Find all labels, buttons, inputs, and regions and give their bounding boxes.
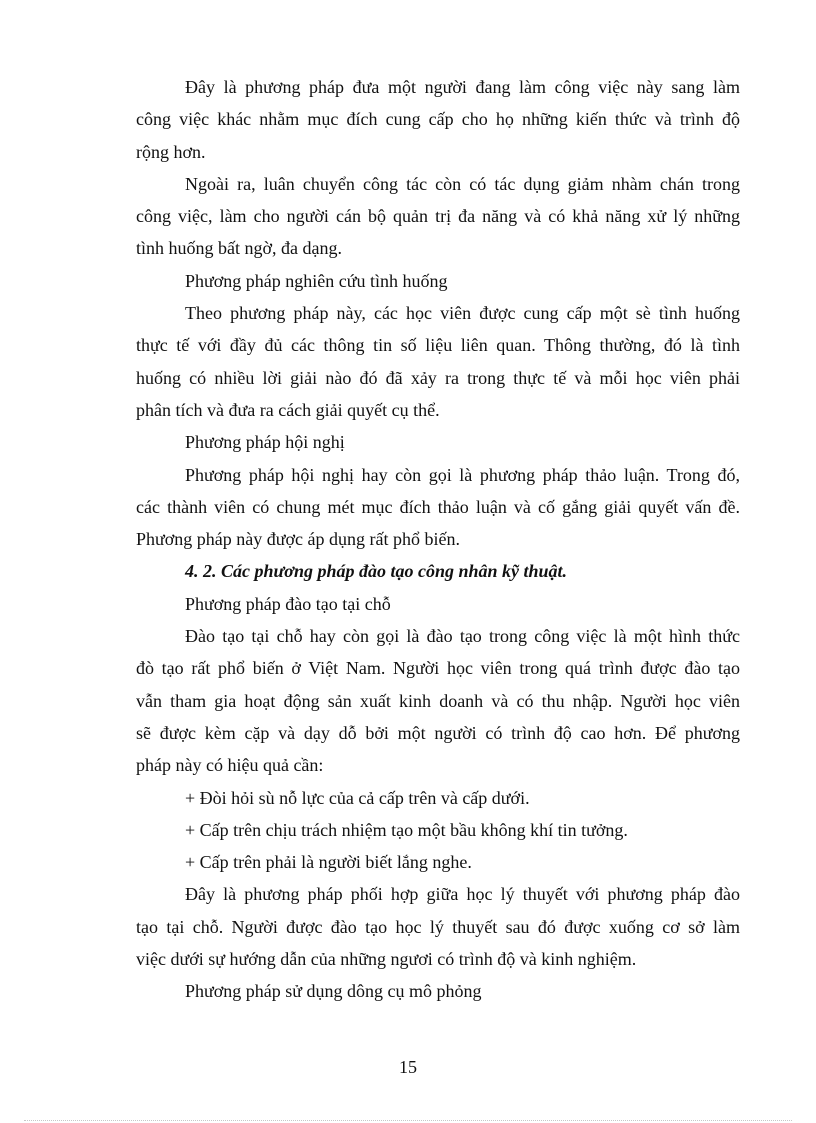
text-line: Phương pháp hội nghị hay còn gọi là phương pháp thảo luận. Trong đó, xyxy=(185,464,740,485)
subheading-conference: Phương pháp hội nghị xyxy=(185,432,345,453)
section-heading: 4. 2. Các phương pháp đào tạo công nhân kỹ thuật. xyxy=(185,561,568,582)
page-number: 15 xyxy=(399,1057,417,1077)
text-line: thực tế với đầy đủ các thông tin số liệu liên quan. Thông thường, đó là tình xyxy=(136,335,740,356)
subheading-simulation: Phương pháp sử dụng dông cụ mô phỏng xyxy=(185,981,482,1002)
text-line: huống có nhiều lời giải nào đó đã xảy ra trong thực tế và mỗi học viên phải xyxy=(136,367,740,388)
text-line: Đào tạo tại chỗ hay còn gọi là đào tạo trong công việc là một hình thức xyxy=(185,626,740,647)
text-line: tình huống bất ngờ, đa dạng. xyxy=(136,238,342,259)
page-bottom-divider xyxy=(24,1120,792,1121)
text-line: tạo tại chỗ. Người được đào tạo học lý thuyết sau đó được xuống cơ sở làm xyxy=(136,916,740,937)
text-line: pháp này có hiệu quả cần: xyxy=(136,755,324,776)
text-line: vẫn tham gia hoạt động sản xuất kinh doanh và có thu nhập. Người học viên xyxy=(136,690,740,711)
text-line: Phương pháp này được áp dụng rất phổ biến. xyxy=(136,529,460,550)
subheading-case-study: Phương pháp nghiên cứu tình huống xyxy=(185,270,448,291)
text-line: Đây là phương pháp đưa một người đang làm công việc này sang làm xyxy=(185,77,740,97)
text-line: các thành viên có chung mét mục đích thảo luận và cố gắng giải quyết vấn đề. xyxy=(136,496,740,517)
text-line: đò tạo rất phổ biến ở Việt Nam. Người học viên trong quá trình được đào tạo xyxy=(136,658,740,679)
text-line: sẽ được kèm cặp và dạy dỗ bởi một người có trình độ cao hơn. Để phương xyxy=(136,722,740,743)
text-line: rộng hơn. xyxy=(136,141,206,162)
text-line: việc dưới sự hướng dẫn của những ngươi có trình độ và kinh nghiệm. xyxy=(136,949,637,970)
text-line: công việc, làm cho người cán bộ quản trị đa năng và có khả năng xử lý những xyxy=(136,206,740,227)
text-line: công việc khác nhằm mục đích cung cấp cho họ những kiến thức và trình độ xyxy=(136,109,740,130)
text-line: Đây là phương pháp phối hợp giữa học lý thuyết với phương pháp đào xyxy=(185,884,740,905)
list-item: + Đòi hỏi sù nỗ lực của cả cấp trên và cấp dưới. xyxy=(185,787,530,808)
text-line: phân tích và đưa ra cách giải quyết cụ thể. xyxy=(136,399,440,420)
list-item: + Cấp trên chịu trách nhiệm tạo một bầu không khí tin tưởng. xyxy=(185,819,628,840)
list-item: + Cấp trên phải là người biết lắng nghe. xyxy=(185,852,472,873)
body-text xyxy=(136,71,740,1008)
text-line: Ngoài ra, luân chuyển công tác còn có tác dụng giảm nhàm chán trong xyxy=(185,173,740,194)
subheading-on-the-job: Phương pháp đào tạo tại chỗ xyxy=(185,593,391,614)
text-line: Theo phương pháp này, các học viên được cung cấp một sè tình huống xyxy=(185,303,740,324)
